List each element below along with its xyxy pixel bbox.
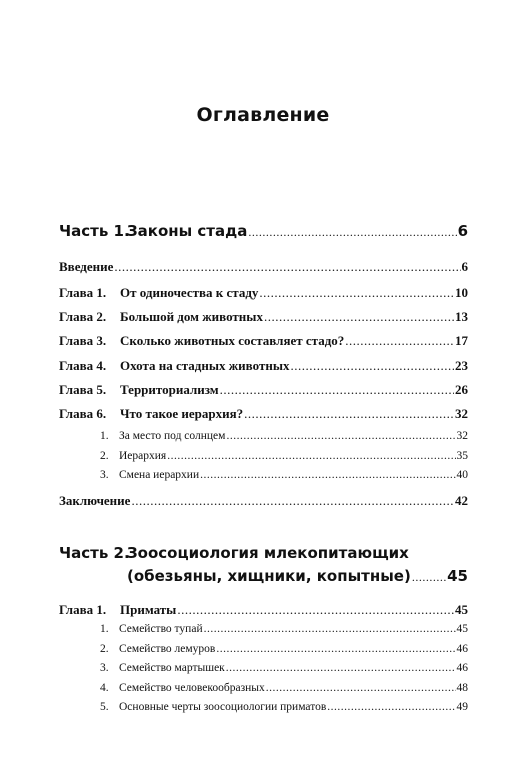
dot-leader bbox=[204, 623, 456, 635]
chapter-title: Сколько животных составляет стадо? bbox=[120, 333, 345, 348]
dot-leader bbox=[167, 450, 455, 462]
chapter-number: Глава 5. bbox=[59, 382, 107, 397]
chapter-title: Территориализм bbox=[120, 382, 219, 397]
page-number: 40 bbox=[456, 469, 468, 481]
page-number: 10 bbox=[455, 285, 468, 300]
chapter-number: Глава 3. bbox=[59, 333, 107, 348]
page-number: 46 bbox=[456, 662, 468, 674]
toc-part-1[interactable] bbox=[59, 222, 468, 240]
page-number: 32 bbox=[456, 430, 468, 442]
page-number: 32 bbox=[455, 406, 468, 421]
section-title: Основные черты зоосоциологии приматов bbox=[119, 701, 327, 713]
page-number: 23 bbox=[455, 358, 468, 373]
part-number: Часть 2. bbox=[59, 544, 130, 562]
toc-chapter-4[interactable] bbox=[59, 358, 468, 374]
section-number: 4. bbox=[100, 682, 109, 694]
toc-section[interactable] bbox=[100, 643, 468, 655]
toc-section[interactable] bbox=[100, 682, 468, 694]
section-title: Семейство тупай bbox=[119, 623, 203, 635]
page-number: 45 bbox=[455, 602, 468, 617]
dot-leader bbox=[290, 358, 454, 374]
dot-leader bbox=[114, 259, 460, 275]
page-number: 6 bbox=[457, 222, 468, 240]
page-title: Оглавление bbox=[196, 104, 330, 126]
toc-section[interactable] bbox=[100, 701, 468, 713]
toc-chapter-6[interactable] bbox=[59, 406, 468, 422]
dot-leader bbox=[220, 382, 454, 398]
chapter-number: Глава 1. bbox=[59, 285, 107, 300]
toc-section[interactable] bbox=[100, 662, 468, 674]
section-number: 1. bbox=[100, 623, 109, 635]
toc-intro[interactable] bbox=[59, 259, 468, 275]
section-title: Иерархия bbox=[119, 450, 167, 462]
chapter-number: Глава 1. bbox=[59, 602, 107, 617]
page-number: 42 bbox=[455, 493, 468, 508]
section-number: 3. bbox=[100, 662, 109, 674]
section-title: За место под солнцем bbox=[119, 430, 226, 442]
section-title: Смена иерархии bbox=[119, 469, 200, 481]
toc-chapter-5[interactable] bbox=[59, 382, 468, 398]
part-title: Зоосоциология млекопитающих bbox=[127, 544, 409, 562]
part-title: Законы стада bbox=[127, 222, 248, 240]
entry-title: Заключение bbox=[59, 493, 131, 508]
toc-section[interactable] bbox=[100, 450, 468, 462]
toc-chapter-1[interactable] bbox=[59, 602, 468, 618]
dot-leader bbox=[266, 682, 456, 694]
section-title: Семейство мартышек bbox=[119, 662, 225, 674]
dot-leader bbox=[327, 701, 455, 713]
section-number: 3. bbox=[100, 469, 109, 481]
section-number: 2. bbox=[100, 450, 109, 462]
chapter-number: Глава 6. bbox=[59, 406, 107, 421]
page-number: 48 bbox=[456, 682, 468, 694]
part-title-continued: (обезьяны, хищники, копытные) bbox=[127, 567, 411, 585]
page-number: 46 bbox=[456, 643, 468, 655]
chapter-title: Охота на стадных животных bbox=[120, 358, 290, 373]
chapter-number: Глава 2. bbox=[59, 309, 107, 324]
toc-chapter-1[interactable] bbox=[59, 285, 468, 301]
dot-leader bbox=[412, 567, 446, 585]
chapter-title: Что такое иерархия? bbox=[120, 406, 244, 421]
dot-leader bbox=[226, 662, 456, 674]
page-number: 13 bbox=[455, 309, 468, 324]
dot-leader bbox=[259, 285, 454, 301]
part-number: Часть 1. bbox=[59, 222, 130, 240]
page-number: 17 bbox=[455, 333, 468, 348]
toc-section[interactable] bbox=[100, 623, 468, 635]
toc-chapter-2[interactable] bbox=[59, 309, 468, 325]
dot-leader bbox=[244, 406, 454, 422]
entry-title: Введение bbox=[59, 259, 114, 274]
page-number: 6 bbox=[461, 259, 468, 274]
page-number: 26 bbox=[455, 382, 468, 397]
dot-leader bbox=[248, 222, 456, 240]
toc-section[interactable] bbox=[100, 469, 468, 481]
page-number: 45 bbox=[456, 623, 468, 635]
dot-leader bbox=[200, 469, 455, 481]
dot-leader bbox=[177, 602, 454, 618]
section-number: 2. bbox=[100, 643, 109, 655]
toc-part-2[interactable] bbox=[127, 567, 468, 585]
dot-leader bbox=[264, 309, 454, 325]
dot-leader bbox=[226, 430, 455, 442]
dot-leader bbox=[216, 643, 455, 655]
section-title: Семейство человекообразных bbox=[119, 682, 265, 694]
toc-chapter-3[interactable] bbox=[59, 333, 468, 349]
toc-part-2-line1[interactable] bbox=[59, 544, 409, 562]
dot-leader bbox=[345, 333, 454, 349]
chapter-title: От одиночества к стаду bbox=[120, 285, 259, 300]
section-number: 1. bbox=[100, 430, 109, 442]
chapter-title: Большой дом животных bbox=[120, 309, 263, 324]
dot-leader bbox=[131, 493, 454, 509]
toc-section[interactable] bbox=[100, 430, 468, 442]
chapter-title: Приматы bbox=[120, 602, 177, 617]
page-number: 45 bbox=[447, 567, 468, 585]
page-number: 35 bbox=[456, 450, 468, 462]
section-title: Семейство лемуров bbox=[119, 643, 216, 655]
toc-conclusion[interactable] bbox=[59, 493, 468, 509]
chapter-number: Глава 4. bbox=[59, 358, 107, 373]
page-number: 49 bbox=[456, 701, 468, 713]
section-number: 5. bbox=[100, 701, 109, 713]
